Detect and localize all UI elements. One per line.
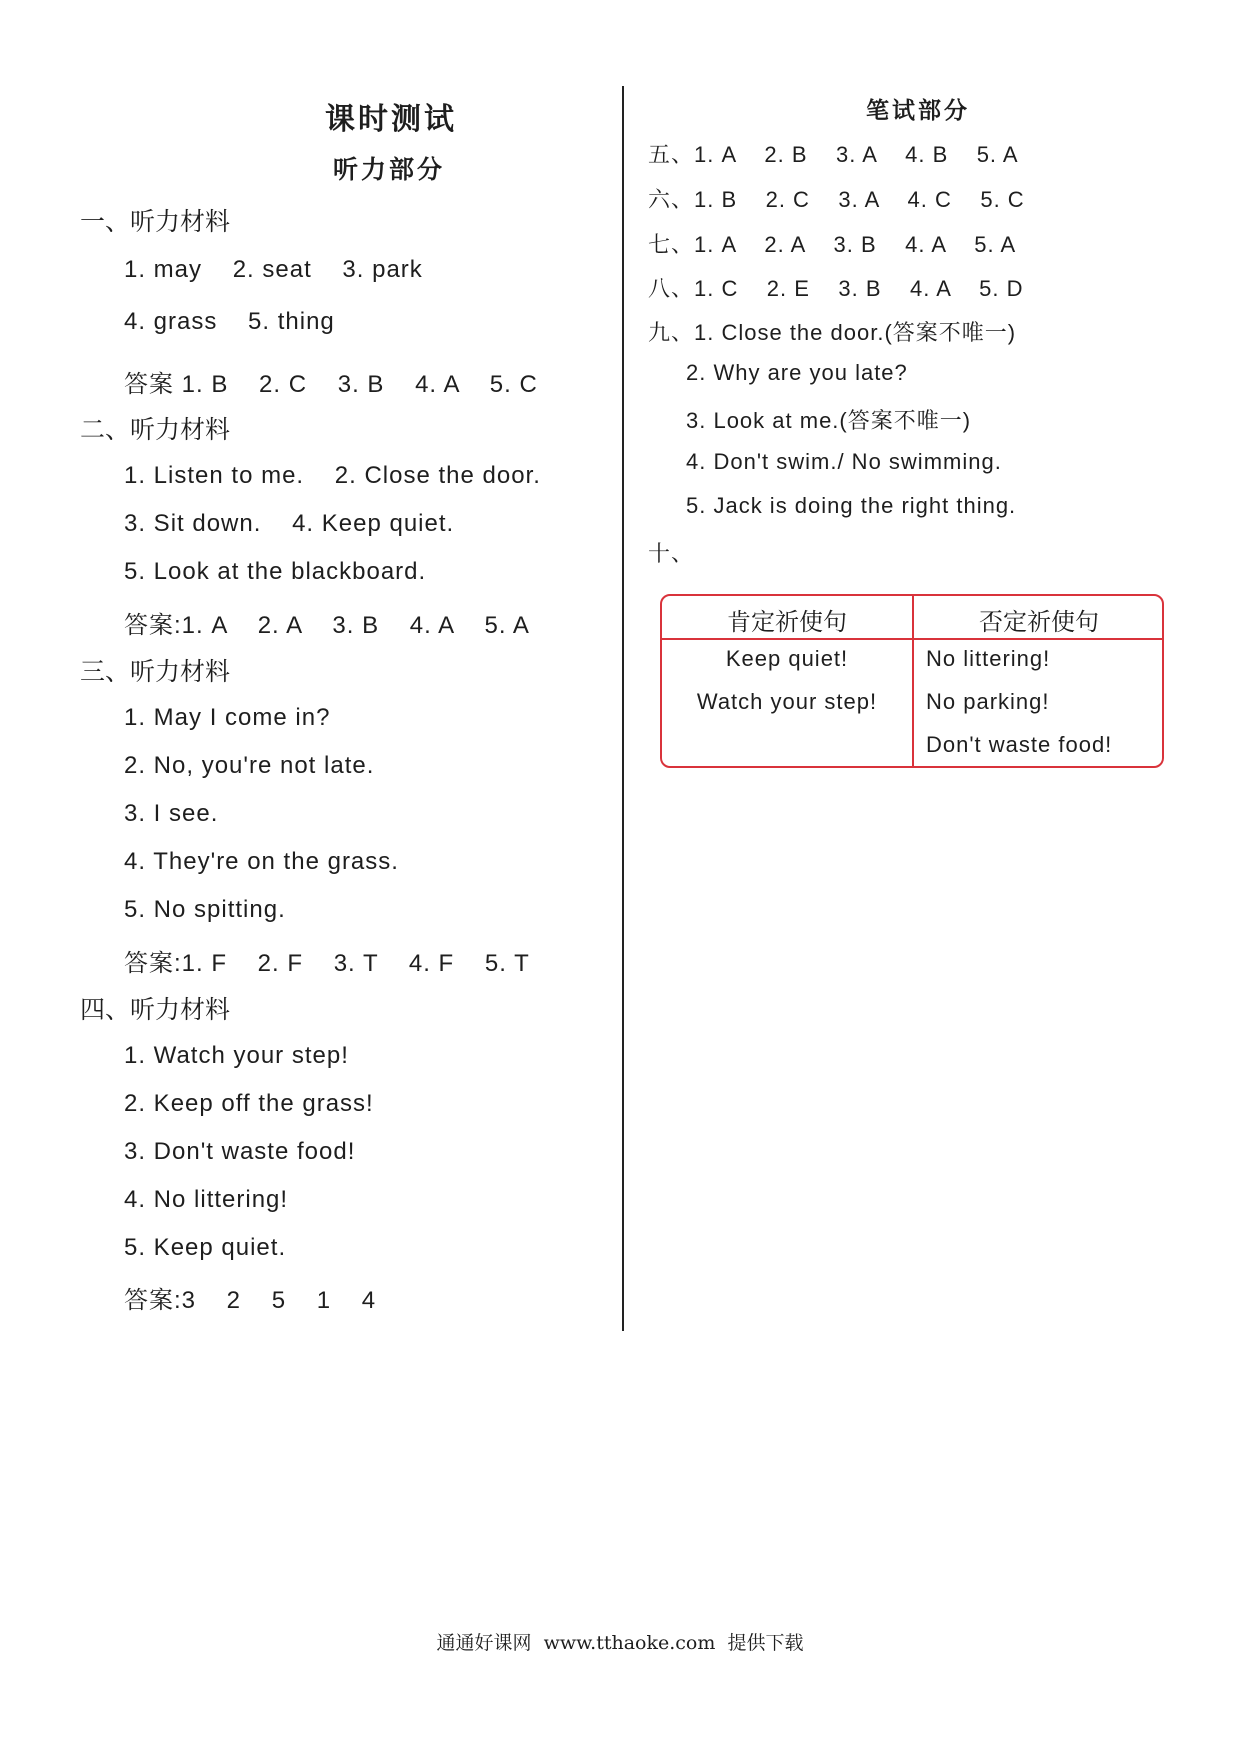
section-2-line-1: 1. Listen to me. 2. Close the door. — [124, 462, 541, 489]
answer-line-7: 七、1. A 2. A 3. B 4. A 5. A — [648, 232, 1017, 257]
section-2-line-2: 3. Sit down. 4. Keep quiet. — [124, 510, 455, 537]
answer-line-6: 六、1. B 2. C 3. A 4. C 5. C — [648, 187, 1025, 212]
table-header-negative: 否定祈使句 — [979, 608, 1099, 636]
section-4-answer: 答案:3 2 5 1 4 — [124, 1287, 377, 1314]
section-3-line-3: 3. I see. — [124, 800, 219, 827]
column-divider — [622, 86, 624, 1331]
section-4-line-3: 3. Don't waste food! — [124, 1138, 356, 1165]
section-3-line-2: 2. No, you're not late. — [124, 752, 375, 779]
answer-line-5: 五、1. A 2. B 3. A 4. B 5. A — [648, 142, 1019, 167]
answer-line-9-1: 九、1. Close the door.(答案不唯一) — [648, 320, 1017, 345]
section-3-answer: 答案:1. F 2. F 3. T 4. F 5. T — [124, 950, 530, 977]
listening-section-title: 听力部分 — [333, 155, 446, 184]
table-negative-item-1: No littering! — [926, 646, 1051, 671]
table-negative-item-3: Don't waste food! — [926, 732, 1113, 757]
imperative-table — [660, 594, 1164, 768]
page-title: 课时测试 — [325, 102, 457, 137]
section-4-heading: 四、听力材料 — [80, 995, 231, 1024]
section-4-line-4: 4. No littering! — [124, 1186, 289, 1213]
section-4-line-5: 5. Keep quiet. — [124, 1234, 287, 1261]
table-header-divider — [662, 638, 1162, 640]
section-3-heading: 三、听力材料 — [80, 657, 231, 686]
answer-line-9-5: 5. Jack is doing the right thing. — [686, 493, 1017, 518]
section-3-line-1: 1. May I come in? — [124, 704, 331, 731]
section-4-line-1: 1. Watch your step! — [124, 1042, 349, 1069]
table-header-positive: 肯定祈使句 — [727, 608, 847, 636]
written-section-title: 笔试部分 — [866, 97, 970, 124]
table-positive-item-2: Watch your step! — [696, 689, 878, 714]
section-2-answer: 答案:1. A 2. A 3. B 4. A 5. A — [124, 612, 530, 639]
answer-line-8: 八、1. C 2. E 3. B 4. A 5. D — [648, 276, 1024, 301]
section-1-heading: 一、听力材料 — [80, 207, 231, 236]
section-1-answer: 答案 1. B 2. C 3. B 4. A 5. C — [124, 371, 538, 398]
answer-line-10: 十、 — [648, 542, 695, 567]
section-2-heading: 二、听力材料 — [80, 415, 231, 444]
section-1-line-2: 4. grass 5. thing — [124, 308, 335, 335]
answer-line-9-4: 4. Don't swim./ No swimming. — [686, 449, 1002, 474]
answer-line-9-2: 2. Why are you late? — [686, 360, 908, 385]
footer-credit: 通通好课网 www.tthaoke.com 提供下载 — [436, 1632, 804, 1654]
table-negative-item-2: No parking! — [926, 689, 1050, 714]
table-positive-item-1: Keep quiet! — [725, 646, 849, 671]
section-2-line-3: 5. Look at the blackboard. — [124, 558, 427, 585]
section-3-line-5: 5. No spitting. — [124, 896, 286, 923]
section-1-line-1: 1. may 2. seat 3. park — [124, 256, 423, 283]
section-3-line-4: 4. They're on the grass. — [124, 848, 399, 875]
answer-line-9-3: 3. Look at me.(答案不唯一) — [686, 408, 972, 433]
section-4-line-2: 2. Keep off the grass! — [124, 1090, 374, 1117]
